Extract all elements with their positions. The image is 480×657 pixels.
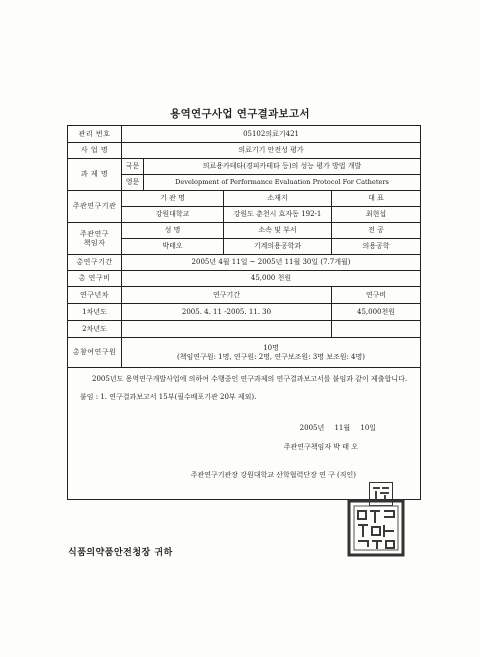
document-title: 용역연구사업 연구결과보고서 <box>170 108 310 120</box>
task-label: 과 제 명 <box>68 159 122 191</box>
org-header-rep: 대 표 <box>332 191 421 207</box>
org-header-location: 소재지 <box>224 191 332 207</box>
report-form-table <box>67 125 421 500</box>
yearly-header-period: 연구기간 <box>122 287 332 304</box>
budget-value: 45,000 천원 <box>122 271 421 287</box>
mgmt-no-label: 관리 번호 <box>68 126 122 143</box>
row-researcher-header <box>68 223 421 239</box>
task-en-label: 영문 <box>122 175 144 191</box>
yearly-period <box>122 321 332 338</box>
budget-label: 총 연구비 <box>68 271 122 287</box>
declaration-text: 2005년도 용역연구개발사업에 의하여 수행중인 연구과제의 연구결과보고서를 붙임과 같이 제출합니다. <box>92 375 408 383</box>
staff-label: 총참여연구원 <box>68 338 122 368</box>
period-value: 2005년 4월 11일 ~ 2005년 11월 30일 (7.7개월) <box>122 255 421 271</box>
declaration-box <box>68 368 421 500</box>
submission-date: 2005년 11월 10일 <box>299 423 377 432</box>
mgmt-no-value: 05102의료기421 <box>122 126 421 143</box>
org-header-name: 기 관 명 <box>122 191 224 207</box>
researcher-major: 의용공학 <box>332 239 421 255</box>
row-yearly-header <box>68 287 421 304</box>
yearly-period: 2005. 4. 11 -2005. 11. 30 <box>122 304 332 321</box>
row-mgmt-no <box>68 126 421 143</box>
org-location: 강원도 춘천시 효자동 192-1 <box>224 207 332 223</box>
org-rep: 최현섭 <box>332 207 421 223</box>
researcher-dept: 기계의용공학과 <box>224 239 332 255</box>
researcher-name: 박태오 <box>122 239 224 255</box>
table-row <box>68 321 421 338</box>
yearly-header-budget: 연구비 <box>332 287 421 304</box>
signature-researcher: 주관연구책임자 박 태 오 <box>283 443 359 452</box>
project-value: 의료기기 안전성 평가 <box>122 143 421 159</box>
recipient: 식품의약품안전청장 귀하 <box>68 548 173 558</box>
staff-total: 10명 <box>263 343 279 352</box>
yearly-budget: 45,000천원 <box>332 304 421 321</box>
row-staff <box>68 338 421 368</box>
researcher-header-dept: 소속 및 부서 <box>224 223 332 239</box>
researcher-header-major: 전 공 <box>332 223 421 239</box>
staff-value <box>122 338 421 368</box>
row-budget <box>68 271 421 287</box>
org-name: 강원대학교 <box>122 207 224 223</box>
signature-institution: 주관연구기관장 강원대학교 산학협력단장 연 구 (직인) <box>190 471 357 480</box>
task-en-value: Development of Performance Evaluation Protocol For Catheters <box>144 175 421 191</box>
period-label: 총연구기간 <box>68 255 122 271</box>
yearly-header-year: 연구년차 <box>68 287 122 304</box>
researcher-header-name: 성 명 <box>122 223 224 239</box>
row-period <box>68 255 421 271</box>
row-declaration <box>68 368 421 500</box>
row-org-header <box>68 191 421 207</box>
org-label: 주관연구기관 <box>68 191 122 223</box>
staff-breakdown: (책임연구원: 1명, 연구원: 2명, 연구보조원: 3명 보조원: 4명) <box>177 352 366 361</box>
yearly-year: 2차년도 <box>68 321 122 338</box>
task-kr-value: 의료용카테타(경피카테타 등)의 성능 평가 방법 개발 <box>144 159 421 175</box>
yearly-budget <box>332 321 421 338</box>
row-project <box>68 143 421 159</box>
institution-seal-icon <box>343 498 407 558</box>
attachment-line: 붙임 : 1. 연구결과보고서 15부(필수배포기관 20부 제외). <box>80 392 257 401</box>
researcher-label: 주관연구 책임자 <box>68 223 122 255</box>
project-label: 사 업 명 <box>68 143 122 159</box>
row-task-kr <box>68 159 421 175</box>
table-row <box>68 304 421 321</box>
yearly-year: 1차년도 <box>68 304 122 321</box>
task-kr-label: 국문 <box>122 159 144 175</box>
